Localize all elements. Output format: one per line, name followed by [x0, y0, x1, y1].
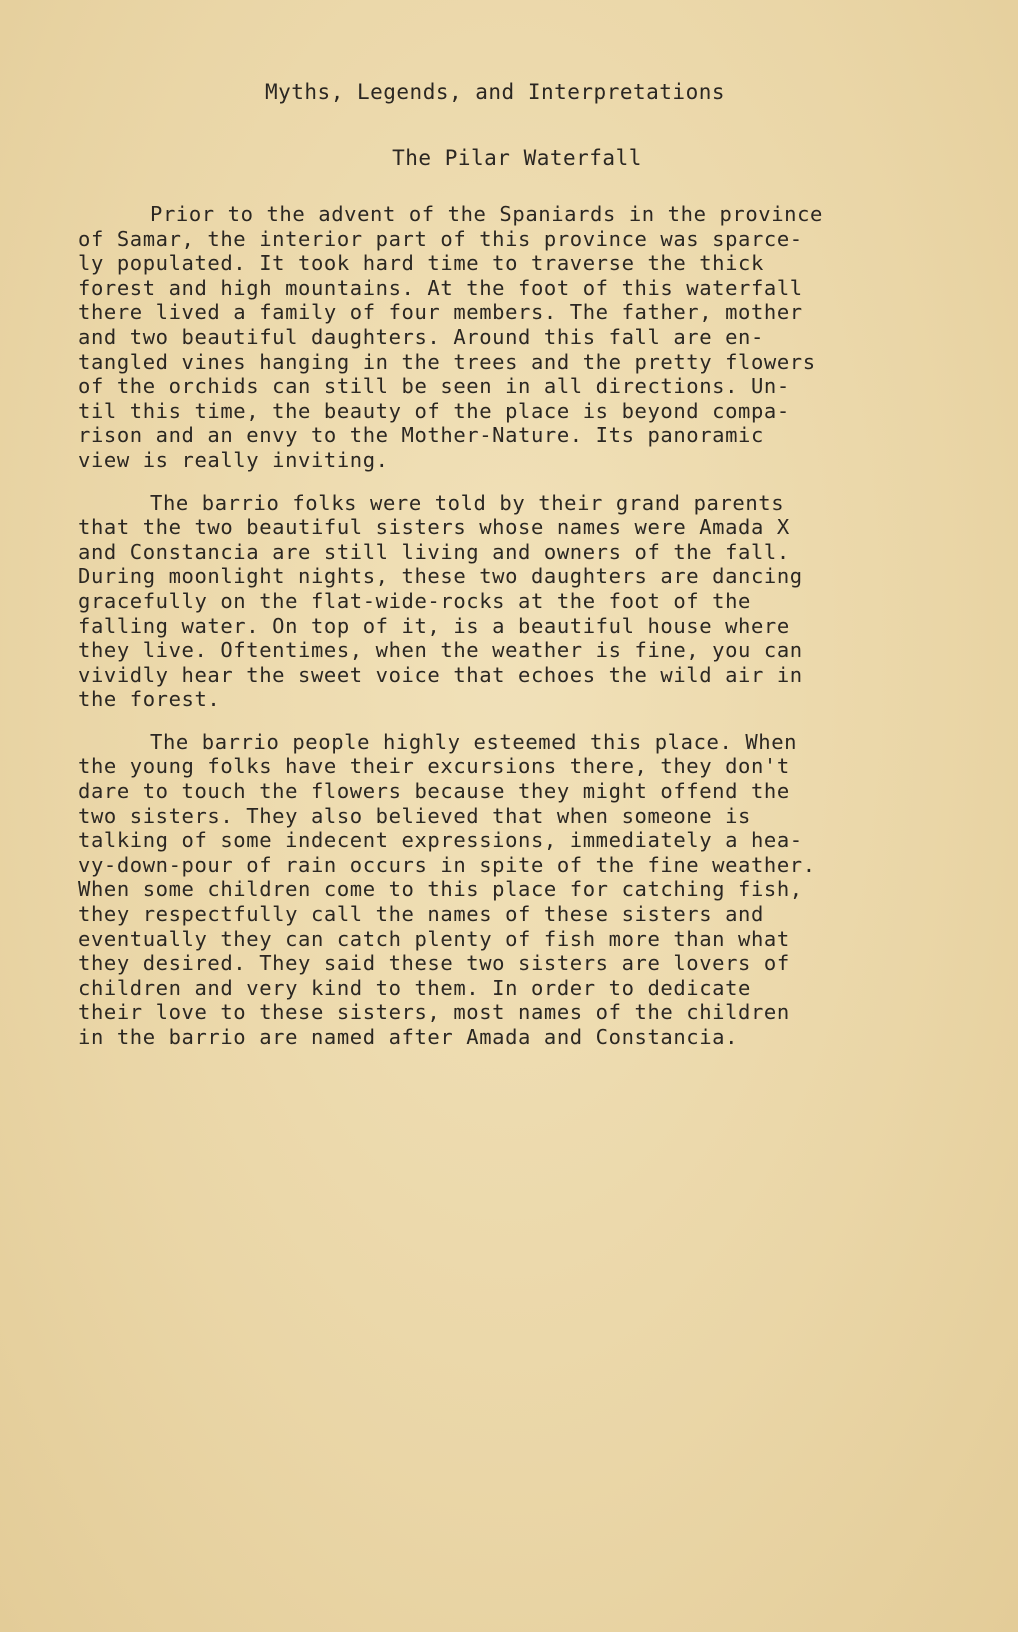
paragraph-3 — [78, 730, 978, 1050]
text-line: they live. Oftentimes, when the weather is fine, you can — [78, 638, 803, 663]
text-line: The barrio people highly esteemed this place. When — [150, 729, 798, 754]
text-line: that the two beautiful sisters whose names were Amada X — [78, 515, 790, 540]
paragraph-2 — [78, 491, 978, 712]
text-line: falling water. On top of it, is a beautiful house where — [78, 613, 790, 638]
text-line: children and very kind to them. In order to dedicate — [78, 975, 751, 1000]
text-line: The barrio folks were told by their grand parents — [150, 490, 785, 515]
text-line: til this time, the beauty of the place is beyond compa- — [78, 398, 790, 423]
document-title: Myths, Legends, and Interpretations — [264, 80, 725, 104]
text-line: the forest. — [78, 687, 221, 712]
text-line: dare to touch the flowers because they might offend the — [78, 779, 790, 804]
text-line: vividly hear the sweet voice that echoes the wild air in — [78, 662, 803, 687]
text-line: view is really inviting. — [78, 447, 389, 472]
text-line: rison and an envy to the Mother-Nature. Its panoramic — [78, 423, 764, 448]
text-line: two sisters. They also believed that when someone is — [78, 803, 751, 828]
text-line: talking of some indecent expressions, immediately a hea- — [78, 828, 803, 853]
text-line: gracefully on the flat-wide-rocks at the foot of the — [78, 588, 751, 613]
text-line: they desired. They said these two sisters are lovers of — [78, 951, 790, 976]
text-line: of the orchids can still be seen in all directions. Un- — [78, 374, 790, 399]
text-line: Prior to the advent of the Spaniards in the province — [150, 202, 823, 226]
text-line: they respectfully call the names of these sisters and — [78, 902, 764, 927]
text-line: forest and high mountains. At the foot of this waterfall — [78, 275, 803, 300]
text-line: in the barrio are named after Amada and Constancia. — [78, 1025, 739, 1049]
text-line: tangled vines hanging in the trees and the pretty flowers — [78, 349, 816, 374]
text-line: vy-down-pour of rain occurs in spite of the fine weather. — [78, 852, 816, 877]
text-line: there lived a family of four members. The father, mother — [78, 300, 803, 325]
text-line: and two beautiful daughters. Around this fall are en- — [78, 324, 764, 349]
body-text — [78, 202, 978, 1068]
text-line: ly populated. It took hard time to traverse the thick — [78, 251, 764, 276]
text-line: their love to these sisters, most names of the children — [78, 1000, 790, 1025]
text-line: and Constancia are still living and owners of the fall. — [78, 539, 790, 564]
text-line: of Samar, the interior part of this province was sparce- — [78, 226, 803, 251]
document-subtitle: The Pilar Waterfall — [392, 146, 642, 170]
text-line: When some children come to this place for catching fish, — [78, 877, 803, 902]
text-line: eventually they can catch plenty of fish more than what — [78, 926, 790, 951]
text-line: the young folks have their excursions there, they don't — [78, 754, 790, 779]
text-line: During moonlight nights, these two daughters are dancing — [78, 564, 803, 589]
paragraph-1 — [78, 202, 978, 473]
